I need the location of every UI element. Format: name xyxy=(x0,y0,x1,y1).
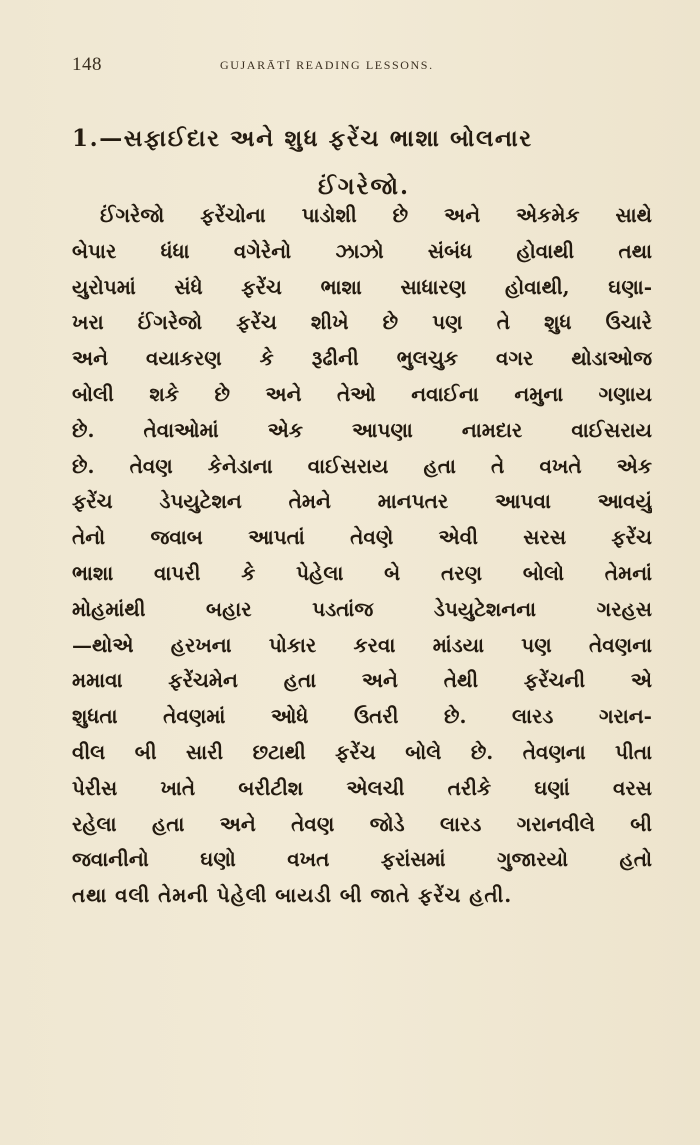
running-title: GUJARĀTĪ READING LESSONS. xyxy=(220,58,434,72)
body-line: ખરા ઈંગરેજો ફરેંચ શીખે છે પણ તે શુધ ઉચારે xyxy=(72,310,652,335)
body-line: છે. તેવણ કેનેડાના વાઈસરાય હતા તે વખતે એક xyxy=(72,453,652,478)
body-line: શુધતા તેવણમાં ઓધે ઉતરી છે. લારડ ગરાન- xyxy=(72,704,652,729)
lesson-heading xyxy=(72,115,652,211)
body-line: મોહમાંથી બહાર પડતાંજ ડેપયુટેશનના ગરહસ xyxy=(72,596,652,621)
lesson-body xyxy=(72,198,652,914)
body-line: છે. તેવાઓમાં એક આપણા નામદાર વાઈસરાય xyxy=(72,417,652,442)
body-line: ફરેંચ ડેપયુટેશન તેમને માનપતર આપવા આવયું xyxy=(72,489,652,514)
body-line: બેપાર ધંધા વગેરેનો ઝાઝો સંબંધ હોવાથી તથા xyxy=(72,238,652,263)
page-number: 148 xyxy=(72,54,102,75)
body-line: તથા વલી તેમની પેહેલી બાયડી બી જાતે ફરેંચ હતી. xyxy=(72,883,513,908)
running-head xyxy=(72,54,650,80)
lesson-title-line-2: ઈંગરેજો. xyxy=(318,173,410,200)
body-line: બોલી શકે છે અને તેઓ નવાઈના નમુના ગણાય xyxy=(72,381,652,406)
body-line: રહેલા હતા અને તેવણ જોડે લારડ ગરાનવીલે બી xyxy=(72,811,652,836)
body-line: અને વયાકરણ કે રૂઢીની ભુલચુક વગર થોડાઓજ xyxy=(72,346,652,371)
lesson-title-line-1: 1.—સફાઈદાર અને શુધ ફરેંચ ભાશા બોલનાર xyxy=(72,125,533,152)
body-line: મમાવા ફરેંચમેન હતા અને તેથી ફરેંચની એ xyxy=(72,668,652,693)
body-line: વીલ બી સારી છટાથી ફરેંચ બોલે છે. તેવણના પીતા xyxy=(72,739,652,764)
body-line: તેનો જવાબ આપતાં તેવણે એવી સરસ ફરેંચ xyxy=(72,525,652,550)
body-line: પેરીસ ખાતે બરીટીશ એલચી તરીકે ઘણાં વરસ xyxy=(72,775,652,800)
body-line: ઈંગરેજો ફરેંચોના પાડોશી છે અને એકમેક સાથે xyxy=(100,203,652,227)
body-line: ભાશા વાપરી કે પેહેલા બે તરણ બોલો તેમનાં xyxy=(72,560,652,585)
body-line: જવાનીનો ઘણો વખત ફરાંસમાં ગુજારયો હતો xyxy=(72,847,652,872)
body-line: યુરોપમાં સંધે ફરેંચ ભાશા સાધારણ હોવાથી, ઘણા- xyxy=(72,274,652,299)
body-line: —થોએ હરખના પોકાર કરવા માંડયા પણ તેવણના xyxy=(72,632,652,657)
